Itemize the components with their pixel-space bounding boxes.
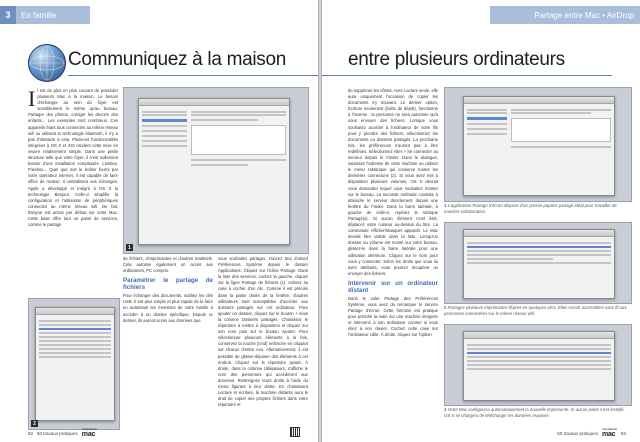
- chapter-header: [0, 6, 90, 24]
- screenshot-3: [444, 87, 632, 202]
- magazine-logo-left: Compétence mac: [81, 427, 97, 438]
- column-right-text: de supprimer les vôtres. Avec Lecture seule, elle aura uniquement l'occasion de copier les documents s'y trouvant. Le dernier option, Écriture seulement (boîte de dépôt), fonctionne à l'inverse : la personne ne sera autorisée qu'à vous envoyer des fichiers. Lorsque vous souhaitez accéder à l'ordinateur de votre fils pour y prendre des fichiers, sélectionnez les documents ou dossiers partagés. La prochaine fois, les préférences n'auront pas à être redéfinies. Sélectionnez Aller > Se connecter au serveur depuis le Finder. Dans le dialogue, saisissez l'adresse de cette machine ou utilisez le menu Historique qui conserve toutes les dernières connexions (2). Si vous avez mis à disposition plusieurs volumes, OS X devrait vous demander lequel vous souhaitez monter sur le bureau. La seconde méthode consiste à atteindre le serveur directement depuis une fenêtre du Finder. Dans la barre latérale, à gauche de celle-ci, repérez la rubrique Partagé(s). Si aucun élément n'est listé, déplacez votre curseur au-dessus du titre. La commande Afficher/Masquer apparaît. Le Mac devrait être visible dans la liste. Lorsqu'un dossier ou volume est monté sur votre bureau, glissez-le dans la barre latérale pour une utilisation ultérieure. Cliquez sur le nom pour vous y connecter. Selon les droits que vous lui avez attribués, vous pourrez récupérer ou envoyer des fichiers.: [348, 88, 438, 276]
- sharing-prefs-window: [138, 98, 290, 245]
- left-page: [0, 0, 318, 442]
- footer-text-left: 50 travaux pratiques: [37, 430, 78, 436]
- page-title-left: Communiquez à la maison: [68, 49, 287, 70]
- text-column-3: [218, 256, 308, 426]
- caption-2-number: 2: [444, 305, 447, 310]
- network-globe-icon: [28, 44, 66, 82]
- figure-number-1: 1: [126, 244, 133, 251]
- caption-1-text: L'application Partage d'écran dispose d'un presse-papiers partagé idéal pour travailler de manière collaborative.: [444, 203, 617, 214]
- screenshot-5: [444, 324, 632, 406]
- caption-2: [444, 305, 630, 316]
- printer-list-window: [463, 331, 615, 401]
- title-rule: [68, 75, 318, 76]
- column-2-body-text: Pour échanger des documents, oubliez les clés USB. Il est plus simple et plus rapide de le faire en autorisant les membres de votre famille à accéder à un dossier spécifique. Depuis ce dernier, ils auront accès aux données que: [123, 293, 213, 323]
- column-right-bottom-text: Dans le volet Partage des Préférences Système, vous avez du remarquer le service Partage d'écran. Cette fonction est pratique pour prendre la main sur une machine éloignée et intervenir à son ordinateur comme si vous étiez à son clavier. Cochez cette case sur l'ordinateur cible. À droite, cliquez sur l'option: [348, 295, 438, 338]
- column-2-top-text: de fichiers, d'imprimantes et d'autres matériels. Cela autorise également un accès aux ordinateurs, PC compris.: [123, 256, 213, 274]
- subhead-distant: Intervenir sur un ordinateur distant: [348, 279, 438, 294]
- caption-3: [444, 407, 630, 418]
- caption-1: [444, 203, 630, 214]
- page-title-right: entre plusieurs ordinateurs: [348, 49, 565, 70]
- footer-right: [557, 428, 626, 438]
- subhead-partage: Paramétrer le partage de fichiers: [123, 277, 213, 292]
- text-column-2: [123, 256, 213, 426]
- sharing-prefs-window-2: [463, 96, 615, 196]
- footer-left: [28, 428, 97, 438]
- dropcap: I: [28, 88, 36, 111]
- chapter-number: 3: [0, 6, 16, 24]
- magazine-logo-right: Compétence mac: [601, 427, 617, 438]
- column-1-text: l est de plus en plus courant de posséder plusieurs Mac à la maison. Le besoin d'échanger au sein du foyer est sensiblement le même qu'au bureau. Partager des photos, corriger les devoirs des enfants... Les exemples sont nombreux. Ces appareils étant tous connectés au même réseau wifi ou utilisant la technologie bluetooth, il n'y a pas d'obstacle à cela. Plusieurs fonctionnalités intégrées à OS X et iOS rendent cette mise en œuvre relativement simple. Dans une petite structure telle que votre foyer, il n'est nullement besoin d'une installation compliquée. Livebox, Freebox... Quel que soit le boîtier fourni par votre opérateur internet, il est capable de faire office de routeur. Il centralisera vos échanges. Apple a développé et intégré à OS X la technologie Bonjour. Celle-ci simplifie la configuration et l'utilisation de périphériques connectés au même réseau wifi. De fait, Bonjour est activé par défaut sur votre Mac. Cette base offre tout un panel de services, comme le partage: [28, 88, 118, 228]
- figure-number-2: 2: [31, 420, 38, 427]
- page-number-right: 83: [620, 430, 626, 436]
- right-page: [322, 0, 640, 442]
- screenshot-2: [28, 298, 120, 430]
- section-header: Partage entre Mac • AirDrop: [490, 6, 640, 24]
- page-number-left: 82: [28, 430, 34, 436]
- caption-2-text: Partagez plusieurs imprimantes filaires en quelques clics. Elles seront accessibles sans fil aux personnes connectées sur le même réseau wifi.: [444, 305, 627, 316]
- caption-1-number: 1: [444, 203, 447, 208]
- caption-3-text: Votre Mac configurera automatiquement la nouvelle imprimante. Si aucun pilote n'est installé, OS X se chargera de télécharger les données requises.: [444, 407, 625, 418]
- finder-window: [35, 307, 115, 421]
- screenshot-4: [444, 222, 632, 304]
- text-column-right: [348, 88, 438, 423]
- footer-text-right: 50 travaux pratiques: [557, 430, 598, 436]
- caption-3-number: 3: [444, 407, 447, 412]
- chapter-label: En famille: [21, 10, 57, 20]
- qr-code-icon: [290, 427, 300, 437]
- screenshot-1: [123, 87, 309, 254]
- title-rule-right: [322, 75, 612, 76]
- printer-sharing-window: [463, 229, 615, 299]
- column-3-text: vous souhaitez partager. Ouvrez tout d'abord Préférences Système depuis le dossier Applications. Cliquez sur l'icône Partage. Dans la liste des services, cochez la gauche, cliquez sur la ligne Partage de fichiers (1). Activez sa case à cocher d'un clic. Comme il est précisé dans la partie droite de la fenêtre, d'autres utilisateurs sont susceptibles d'accéder aux dossiers partagés sur cet ordinateur. Pour ajouter un dossier, cliquez sur le bouton + sous la colonne Dossiers partagés. Choisissez le répertoire à mettre à disposition et cliquez sur son nom puis sur le bouton Ajouter. Pour sélectionner plusieurs éléments à la fois, conservez la touche [cmd] enfoncée en cliquant sur chacun d'entre eux. Alternativement, il est possible de glisser-déposer des éléments à cet endroit. Cliquez sur le répertoire ajouté. À droite, dans la colonne Utilisateurs, s'affiche le nom des personnes qui accéderont aux données. Restreignez leurs droits à l'aide du menu figurant à leur droite. En choisissant Lecture et écriture, la machine distante aura le droit de copier ses propres fichiers dans votre répertoire et: [218, 256, 308, 408]
